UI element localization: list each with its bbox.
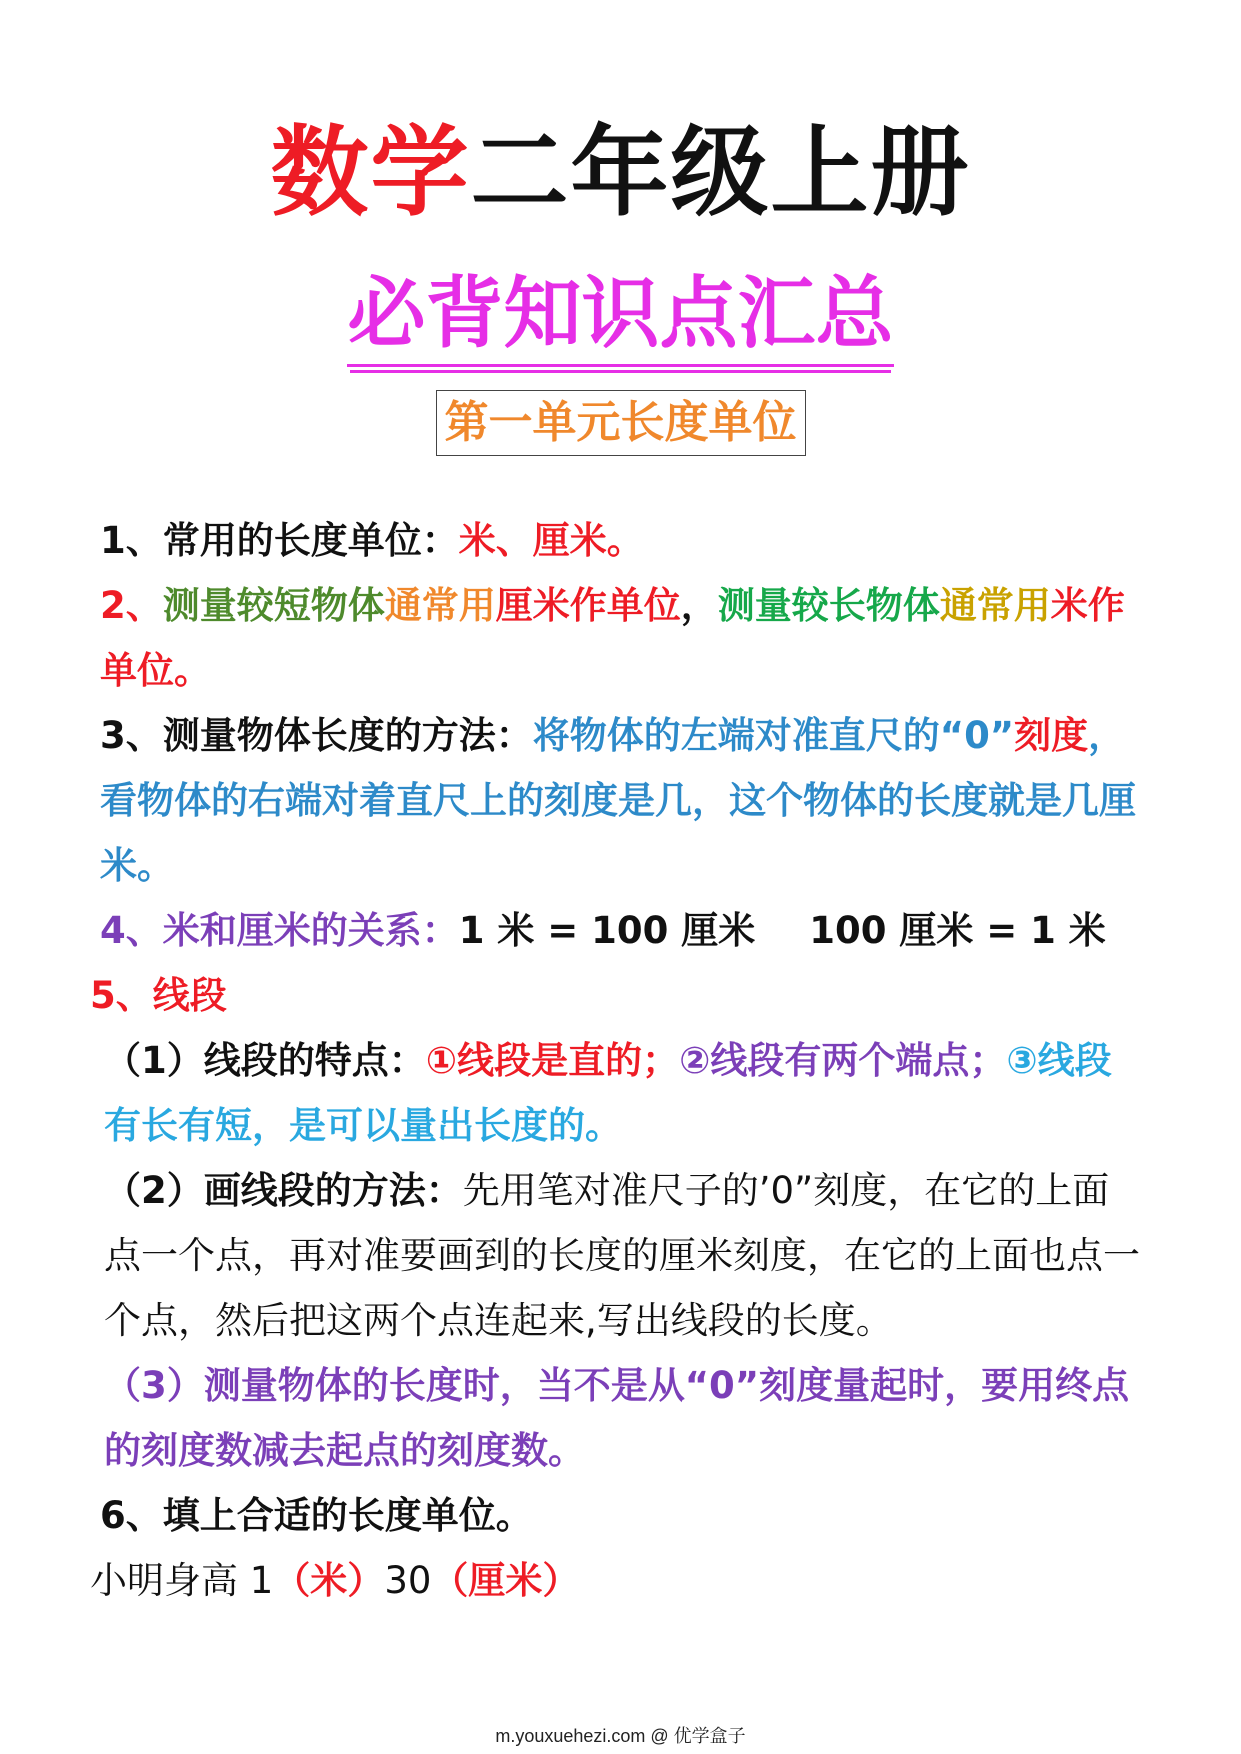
item-2-comma: ， (680, 584, 718, 627)
item-1 (100, 508, 1140, 573)
item-2-cm-unit: 厘米作单位 (495, 584, 681, 627)
item-3-text-b: ，看物体的右端对着直尺上的刻度是几，这个物体的长度就是几厘米。 (100, 714, 1136, 887)
footer-watermark: m.youxuehezi.com @ 优学盒子 (495, 1726, 746, 1746)
item-2-short-objects: 测量较短物体 (162, 584, 385, 627)
example-text-b: 30 (384, 1559, 432, 1602)
knowledge-list (90, 508, 1140, 1613)
sub-1-lead: （1）线段的特点： (104, 1039, 426, 1082)
item-1-value: 米、厘米。 (458, 519, 644, 562)
item-5-sub-3: （3）测量物体的长度时，当不是从“0”刻度量起时，要用终点的刻度数减去起点的刻度数。 (104, 1364, 1130, 1472)
item-4-equation-1: 1 米 = 100 厘米 (458, 909, 756, 952)
sub-2-lead: （2）画线段的方法： (104, 1169, 463, 1212)
page-subtitle: 必背知识点汇总 (347, 270, 893, 367)
item-4-equation-2: 100 厘米 = 1 米 (809, 909, 1106, 952)
item-2-m-unit: 米作单位。 (100, 584, 1125, 692)
sub-2-text: 先用笔对准尺子的’0”刻度，在它的上面点一个点，再对准要画到的长度的厘米刻度，在它的上面也点一个点，然后把这两个点连起来,写出线段的长度。 (104, 1169, 1140, 1342)
item-2-usually-2: 通常用 (939, 584, 1051, 627)
item-6-heading: 6、填上合适的长度单位。 (100, 1494, 533, 1537)
item-5-sub-2 (100, 1158, 1140, 1353)
item-5-sub-1 (100, 1028, 1140, 1158)
subtitle-container (0, 270, 1241, 367)
title-grade: 二年级上册 (470, 116, 971, 230)
sub-1-point-a: ①线段是直的； (425, 1039, 680, 1082)
item-4 (100, 898, 1140, 963)
item-2-usually-1: 通常用 (384, 584, 496, 627)
item-4-lead: 4、米和厘米的关系： (100, 909, 459, 952)
sub-1-point-b: ②线段有两个端点； (679, 1039, 1007, 1082)
page-title (0, 118, 1241, 228)
item-3-scale: 刻度 (1014, 714, 1089, 757)
item-1-lead: 1、常用的长度单位： (100, 519, 459, 562)
example-answer-m: （米） (273, 1559, 385, 1602)
item-6-example (90, 1548, 1140, 1613)
title-subject: 数学 (270, 116, 471, 230)
item-2-long-objects: 测量较长物体 (717, 584, 940, 627)
item-3-text-a: 将物体的左端对准直尺的“0” (532, 714, 1015, 757)
example-text-a: 小明身高 1 (90, 1559, 274, 1602)
example-answer-cm: （厘米） (431, 1559, 580, 1602)
item-3 (100, 703, 1140, 898)
unit-heading: 第一单元长度单位 (436, 390, 806, 456)
item-3-lead: 3、测量物体长度的方法： (100, 714, 533, 757)
item-2 (100, 573, 1140, 703)
item-2-number: 2、 (100, 584, 163, 627)
unit-heading-container (0, 390, 1241, 456)
item-5-heading: 5、线段 (90, 974, 227, 1017)
sub-1-point-c: ③线段有长有短，是可以量出长度的。 (104, 1039, 1112, 1147)
